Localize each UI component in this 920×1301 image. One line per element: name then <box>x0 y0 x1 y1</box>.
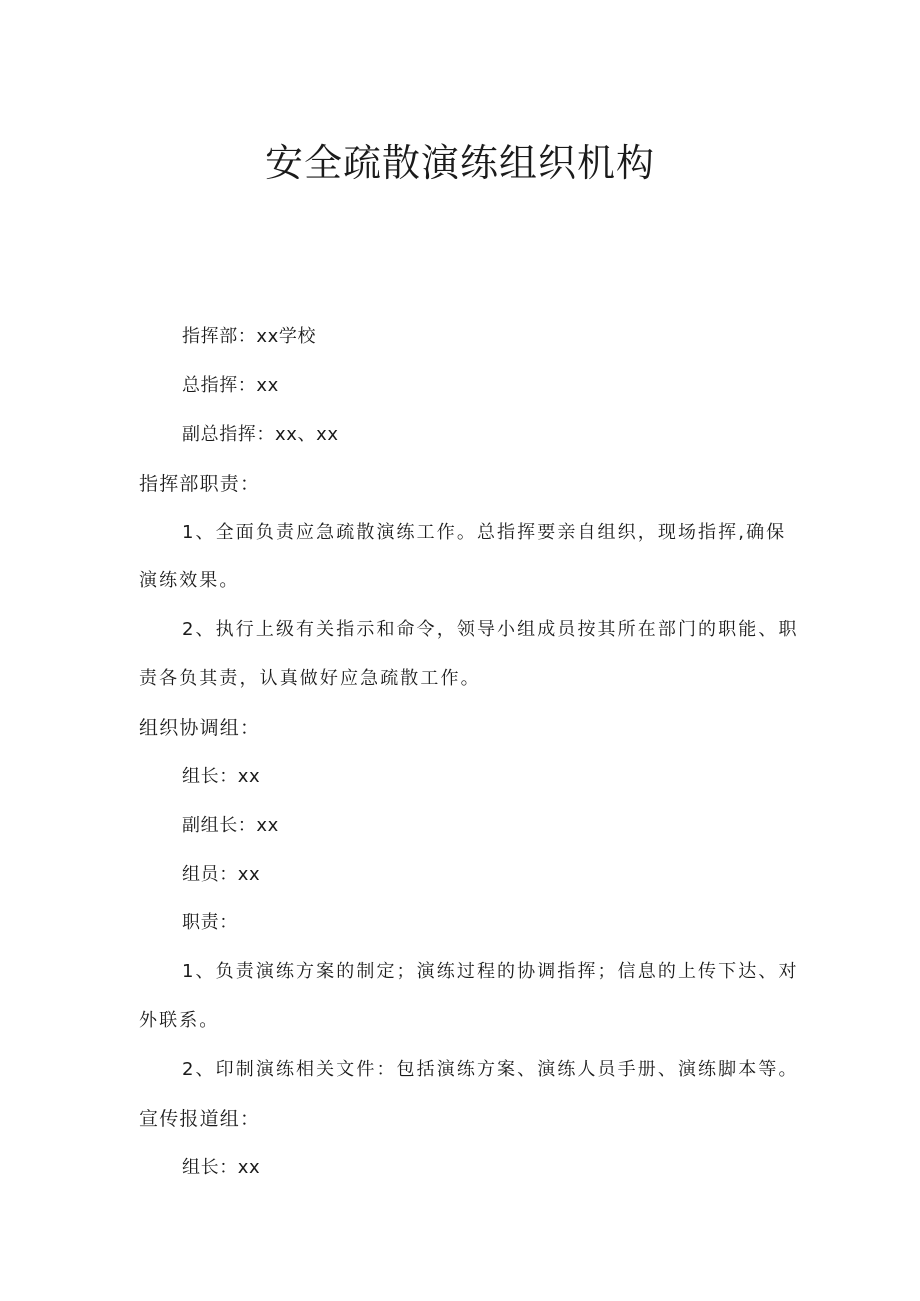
duty-paragraph-2-line-1: 2、执行上级有关指示和命令，领导小组成员按其所在部门的职能、职 <box>182 619 799 640</box>
duty-paragraph-1-line-2: 演练效果。 <box>139 570 240 591</box>
group-leader: 组长：xx <box>182 766 261 787</box>
chief-commander: 总指挥：xx <box>182 375 279 396</box>
document-title: 安全疏散演练组织机构 <box>264 141 655 185</box>
section-heading-coordination-group: 组织协调组： <box>139 717 261 739</box>
deputy-commander: 副总指挥：xx、xx <box>182 424 339 445</box>
group-member: 组员：xx <box>182 864 261 885</box>
publicity-group-leader: 组长：xx <box>182 1157 261 1178</box>
duty-paragraph-2-line-2: 责各负其责，认真做好应急疏散工作。 <box>139 668 481 689</box>
coordination-duty-1-line-2: 外联系。 <box>139 1010 220 1031</box>
section-heading-command-duties: 指挥部职责： <box>139 473 261 495</box>
section-heading-publicity-group: 宣传报道组： <box>139 1108 261 1130</box>
duty-paragraph-1-line-1: 1、全面负责应急疏散演练工作。总指挥要亲自组织，现场指挥,确保 <box>182 522 787 543</box>
duties-label: 职责： <box>182 912 238 933</box>
deputy-group-leader: 副组长：xx <box>182 815 279 836</box>
coordination-duty-1-line-1: 1、负责演练方案的制定；演练过程的协调指挥；信息的上传下达、对 <box>182 961 799 982</box>
coordination-duty-2: 2、印制演练相关文件：包括演练方案、演练人员手册、演练脚本等。 <box>182 1059 799 1080</box>
command-unit: 指挥部：xx学校 <box>182 326 317 347</box>
